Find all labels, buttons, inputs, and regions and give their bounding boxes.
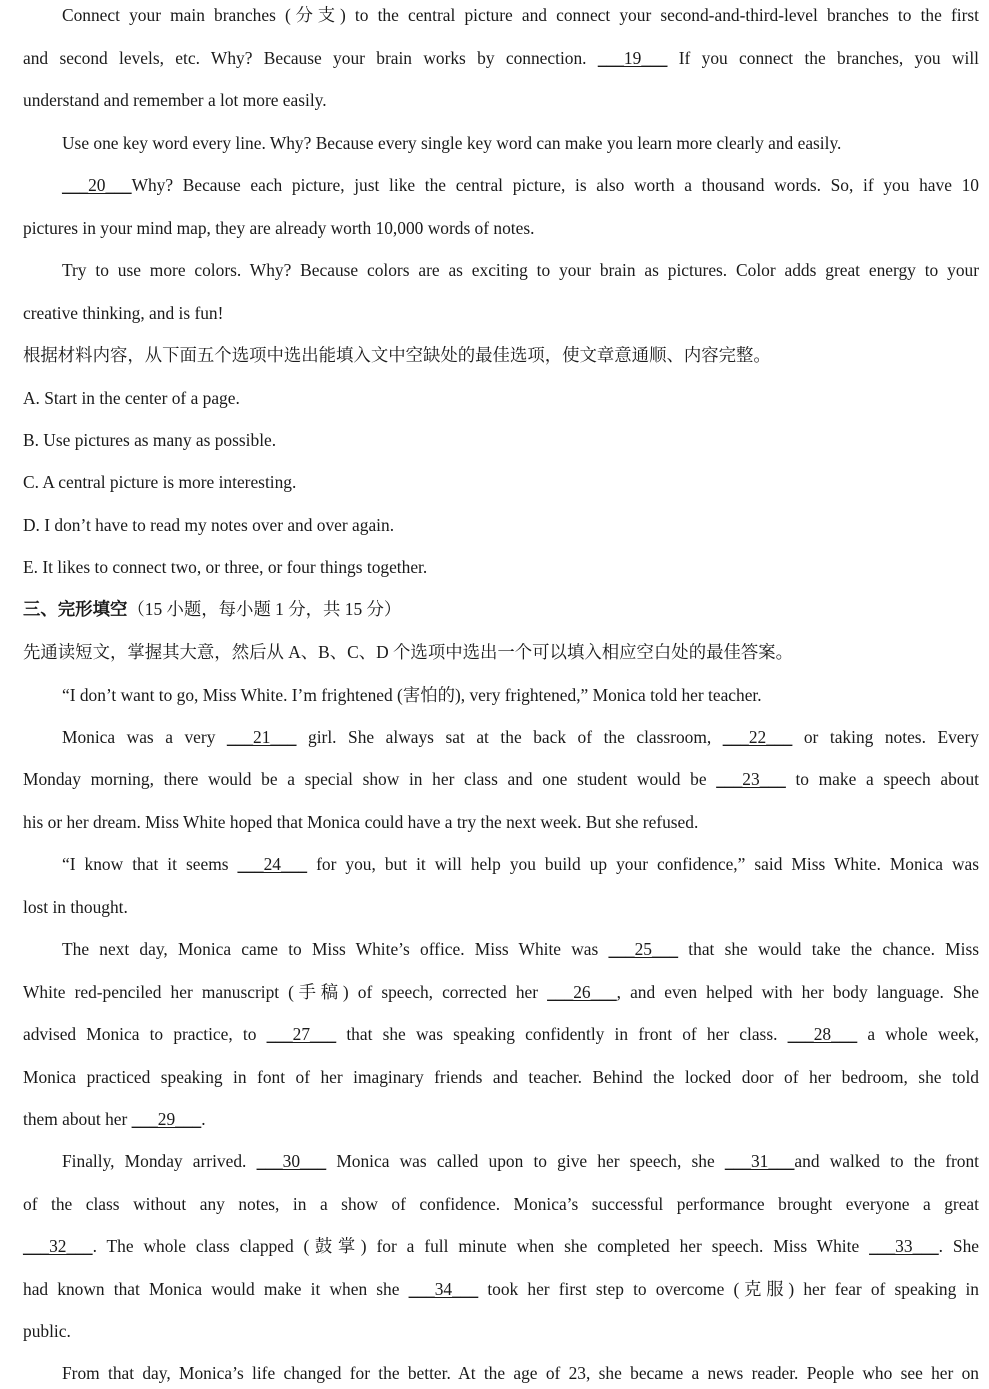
paragraph-line: public. xyxy=(23,1321,71,1341)
paragraph-line: The next day, Monica came to Miss White’s office. Miss White was ___25___ that she would take the chance. Miss xyxy=(62,936,979,962)
option-e: E. It likes to connect two, or three, or four things together. xyxy=(23,557,428,577)
paragraph-line: Use one key word every line. Why? Because every single key word can make you learn more clearly and easily. xyxy=(62,133,842,153)
paragraph-line: pictures in your mind map, they are already worth 10,000 words of notes. xyxy=(23,218,535,238)
paragraph-line: had known that Monica would make it when she ___34___ took her first step to overcome (克服) her fear of speaking in xyxy=(23,1276,979,1302)
blank-27[interactable]: ___27___ xyxy=(266,1024,337,1044)
blank-32[interactable]: ___32___ xyxy=(23,1236,93,1256)
blank-21[interactable]: ___21___ xyxy=(226,727,297,747)
instruction-text: 根据材料内容，从下面五个选项中选出能填入文中空缺处的最佳选项，使文章意通顺、内容完整。 xyxy=(23,345,771,365)
blank-34[interactable]: ___34___ xyxy=(408,1279,479,1299)
blank-22[interactable]: ___22___ xyxy=(722,727,793,747)
section-note: （15 小题，每小题 1 分，共 15 分） xyxy=(127,599,402,619)
blank-19[interactable]: ___19___ xyxy=(597,48,668,68)
paragraph-line: Monday morning, there would be a special show in her class and one student would be ___23___ to make a speech about xyxy=(23,766,979,792)
blank-33[interactable]: ___33___ xyxy=(869,1236,939,1256)
option-c: C. A central picture is more interesting. xyxy=(23,472,297,492)
paragraph-line: of the class without any notes, in a show of confidence. Monica’s successful performance brought everyone a great xyxy=(23,1194,979,1214)
section-heading xyxy=(23,596,979,622)
paragraph-line: White red-penciled her manuscript (手稿) of speech, corrected her ___26___, and even helped with her body language. She xyxy=(23,979,979,1005)
option-d: D. I don’t have to read my notes over and over again. xyxy=(23,515,395,535)
paragraph-line: creative thinking, and is fun! xyxy=(23,303,224,323)
blank-25[interactable]: ___25___ xyxy=(608,939,679,959)
paragraph-line: and second levels, etc. Why? Because your brain works by connection. ___19___ If you connect the branches, you will xyxy=(23,45,979,71)
paragraph-line: Monica practiced speaking in font of her imaginary friends and teacher. Behind the locked door of her bedroom, she told xyxy=(23,1067,979,1087)
paragraph-line: Monica was a very ___21___ girl. She always sat at the back of the classroom, ___22___ or taking notes. Every xyxy=(62,724,979,750)
instruction-text: 先通读短文，掌握其大意，然后从 A、B、C、D 个选项中选出一个可以填入相应空白处的最佳答案。 xyxy=(23,642,794,662)
blank-31[interactable]: ___31___ xyxy=(724,1151,795,1171)
paragraph-line: ___20___Why? Because each picture, just like the central picture, is also worth a thousand words. So, if you have 10 xyxy=(62,172,979,198)
blank-28[interactable]: ___28___ xyxy=(787,1024,858,1044)
blank-26[interactable]: ___26___ xyxy=(547,982,617,1002)
blank-20[interactable]: ___20___ xyxy=(62,175,132,195)
section-title: 三、完形填空 xyxy=(23,599,128,619)
paragraph-line: his or her dream. Miss White hoped that Monica could have a try the next week. But she refused. xyxy=(23,812,699,832)
paragraph-line: understand and remember a lot more easily. xyxy=(23,90,327,110)
blank-23[interactable]: ___23___ xyxy=(716,769,786,789)
paragraph-line: advised Monica to practice, to ___27___ that she was speaking confidently in front of her class. ___28___ a whole week, xyxy=(23,1021,979,1047)
paragraph-line: Try to use more colors. Why? Because colors are as exciting to your brain as pictures. Color adds great energy to your xyxy=(62,260,979,280)
paragraph-line: “I know that it seems ___24___ for you, but it will help you build up your confidence,” said Miss White. Monica was xyxy=(62,851,979,877)
paragraph-line: lost in thought. xyxy=(23,897,128,917)
paragraph-line: Finally, Monday arrived. ___30___ Monica was called upon to give her speech, she ___31___and walked to the front xyxy=(62,1148,979,1174)
paragraph-line: From that day, Monica’s life changed for the better. At the age of 23, she became a news reader. People who see her on xyxy=(62,1363,979,1383)
paragraph-line: them about her ___29___. xyxy=(23,1106,979,1132)
blank-29[interactable]: ___29___ xyxy=(131,1109,202,1129)
paragraph-line: ___32___. The whole class clapped (鼓掌) for a full minute when she completed her speech. Miss White ___33___. She xyxy=(23,1233,979,1259)
paragraph-line: Connect your main branches (分支) to the central picture and connect your second-and-third-level branches to the first xyxy=(62,5,979,25)
option-a: A. Start in the center of a page. xyxy=(23,388,240,408)
blank-24[interactable]: ___24___ xyxy=(237,854,308,874)
blank-30[interactable]: ___30___ xyxy=(256,1151,327,1171)
paragraph-line: “I don’t want to go, Miss White. I’m frightened (害怕的), very frightened,” Monica told her teacher. xyxy=(62,685,762,705)
option-b: B. Use pictures as many as possible. xyxy=(23,430,277,450)
